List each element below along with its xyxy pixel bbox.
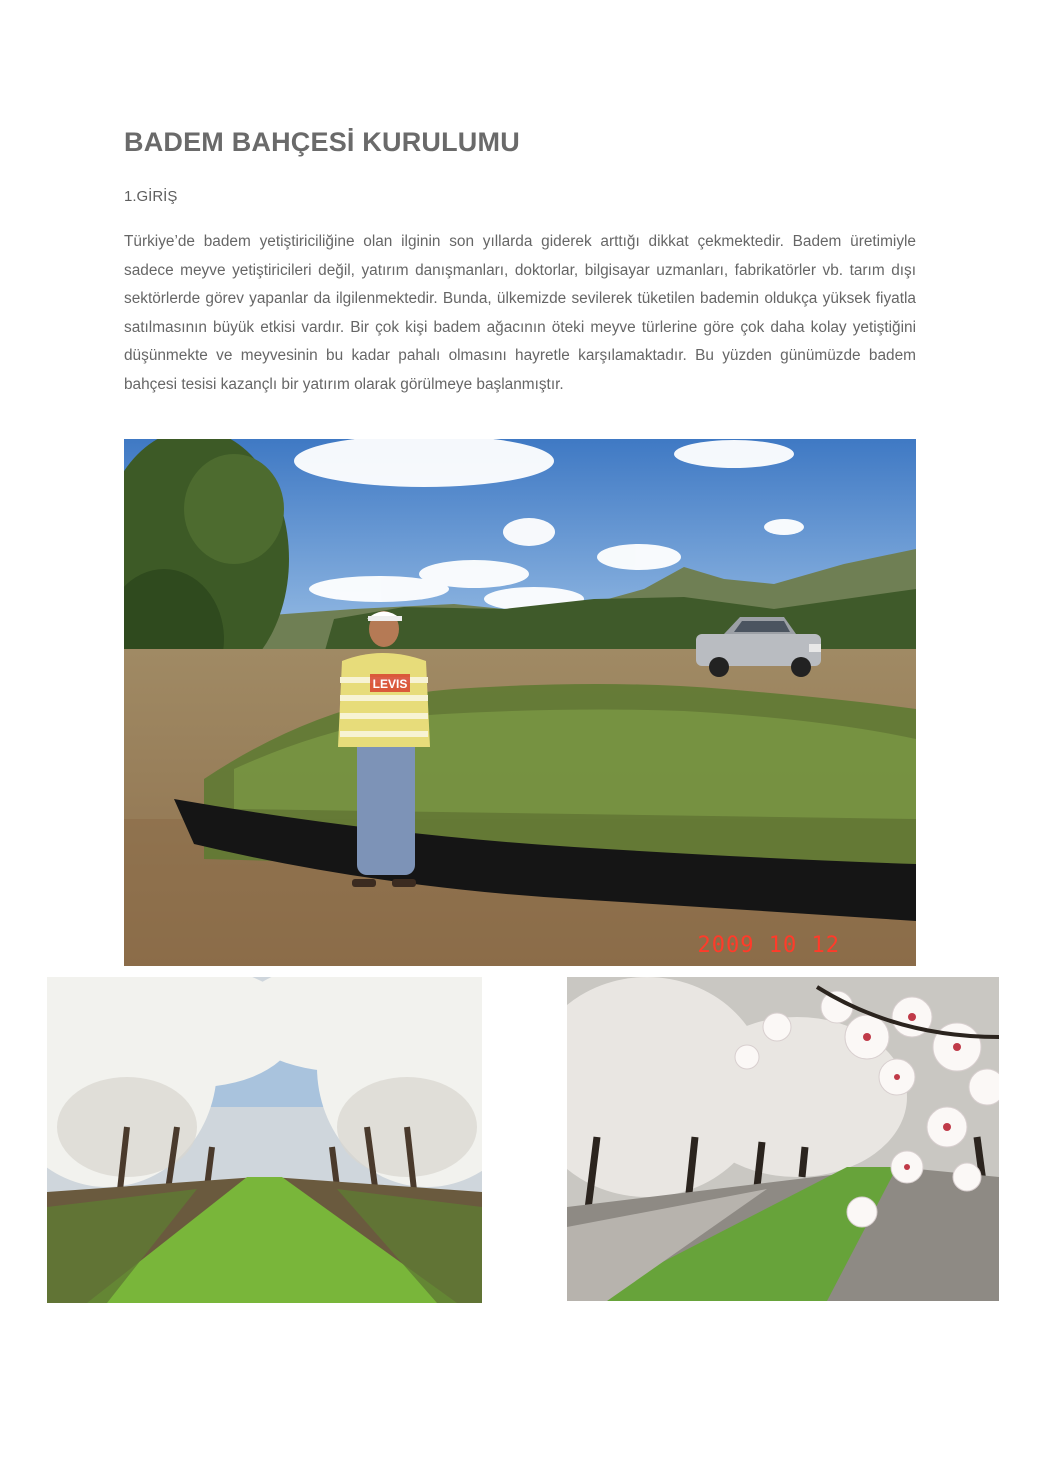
main-photo-sapling-nursery [124, 439, 916, 966]
orchard-blossom-photo-right [567, 977, 999, 1301]
section-heading: 1.GİRİŞ [124, 188, 178, 205]
photo-date-stamp: 2009 10 12 [697, 933, 840, 958]
document-title: BADEM BAHÇESİ KURULUMU [124, 127, 520, 157]
orchard-row-illustration [47, 977, 482, 1303]
sapling-nursery-illustration [124, 439, 916, 966]
orchard-blossom-photo-left [47, 977, 482, 1303]
shirt-print: LEVIS [372, 677, 408, 691]
blossom-closeup-illustration [567, 977, 999, 1301]
intro-paragraph: Türkiye’de badem yetiştiriciliğine olan ilginin son yıllarda giderek arttığı dikkat çekmektedir. Badem üretimiyle sadece meyve yetiştiricileri değil, yatırım danışmanları, doktorlar, bilgisayar uzmanları, fabrikatörler vb. tarım dışı sektörlerde görev yapanlar da ilgilenmektedir. Bunda, ülkemizde sevilerek tüketilen bademin oldukça yüksek fiyatla satılmasının büyük etkisi vardır. Bir çok kişi badem ağacının öteki meyve türlerine göre çok daha kolay yetiştiğini düşünmekte ve meyvesinin bu kadar pahalı olmasını hayretle karşılamaktadır. Bu yüzden günümüzde badem bahçesi tesisi kazançlı bir yatırım olarak görülmeye başlanmıştır. [124, 233, 916, 393]
